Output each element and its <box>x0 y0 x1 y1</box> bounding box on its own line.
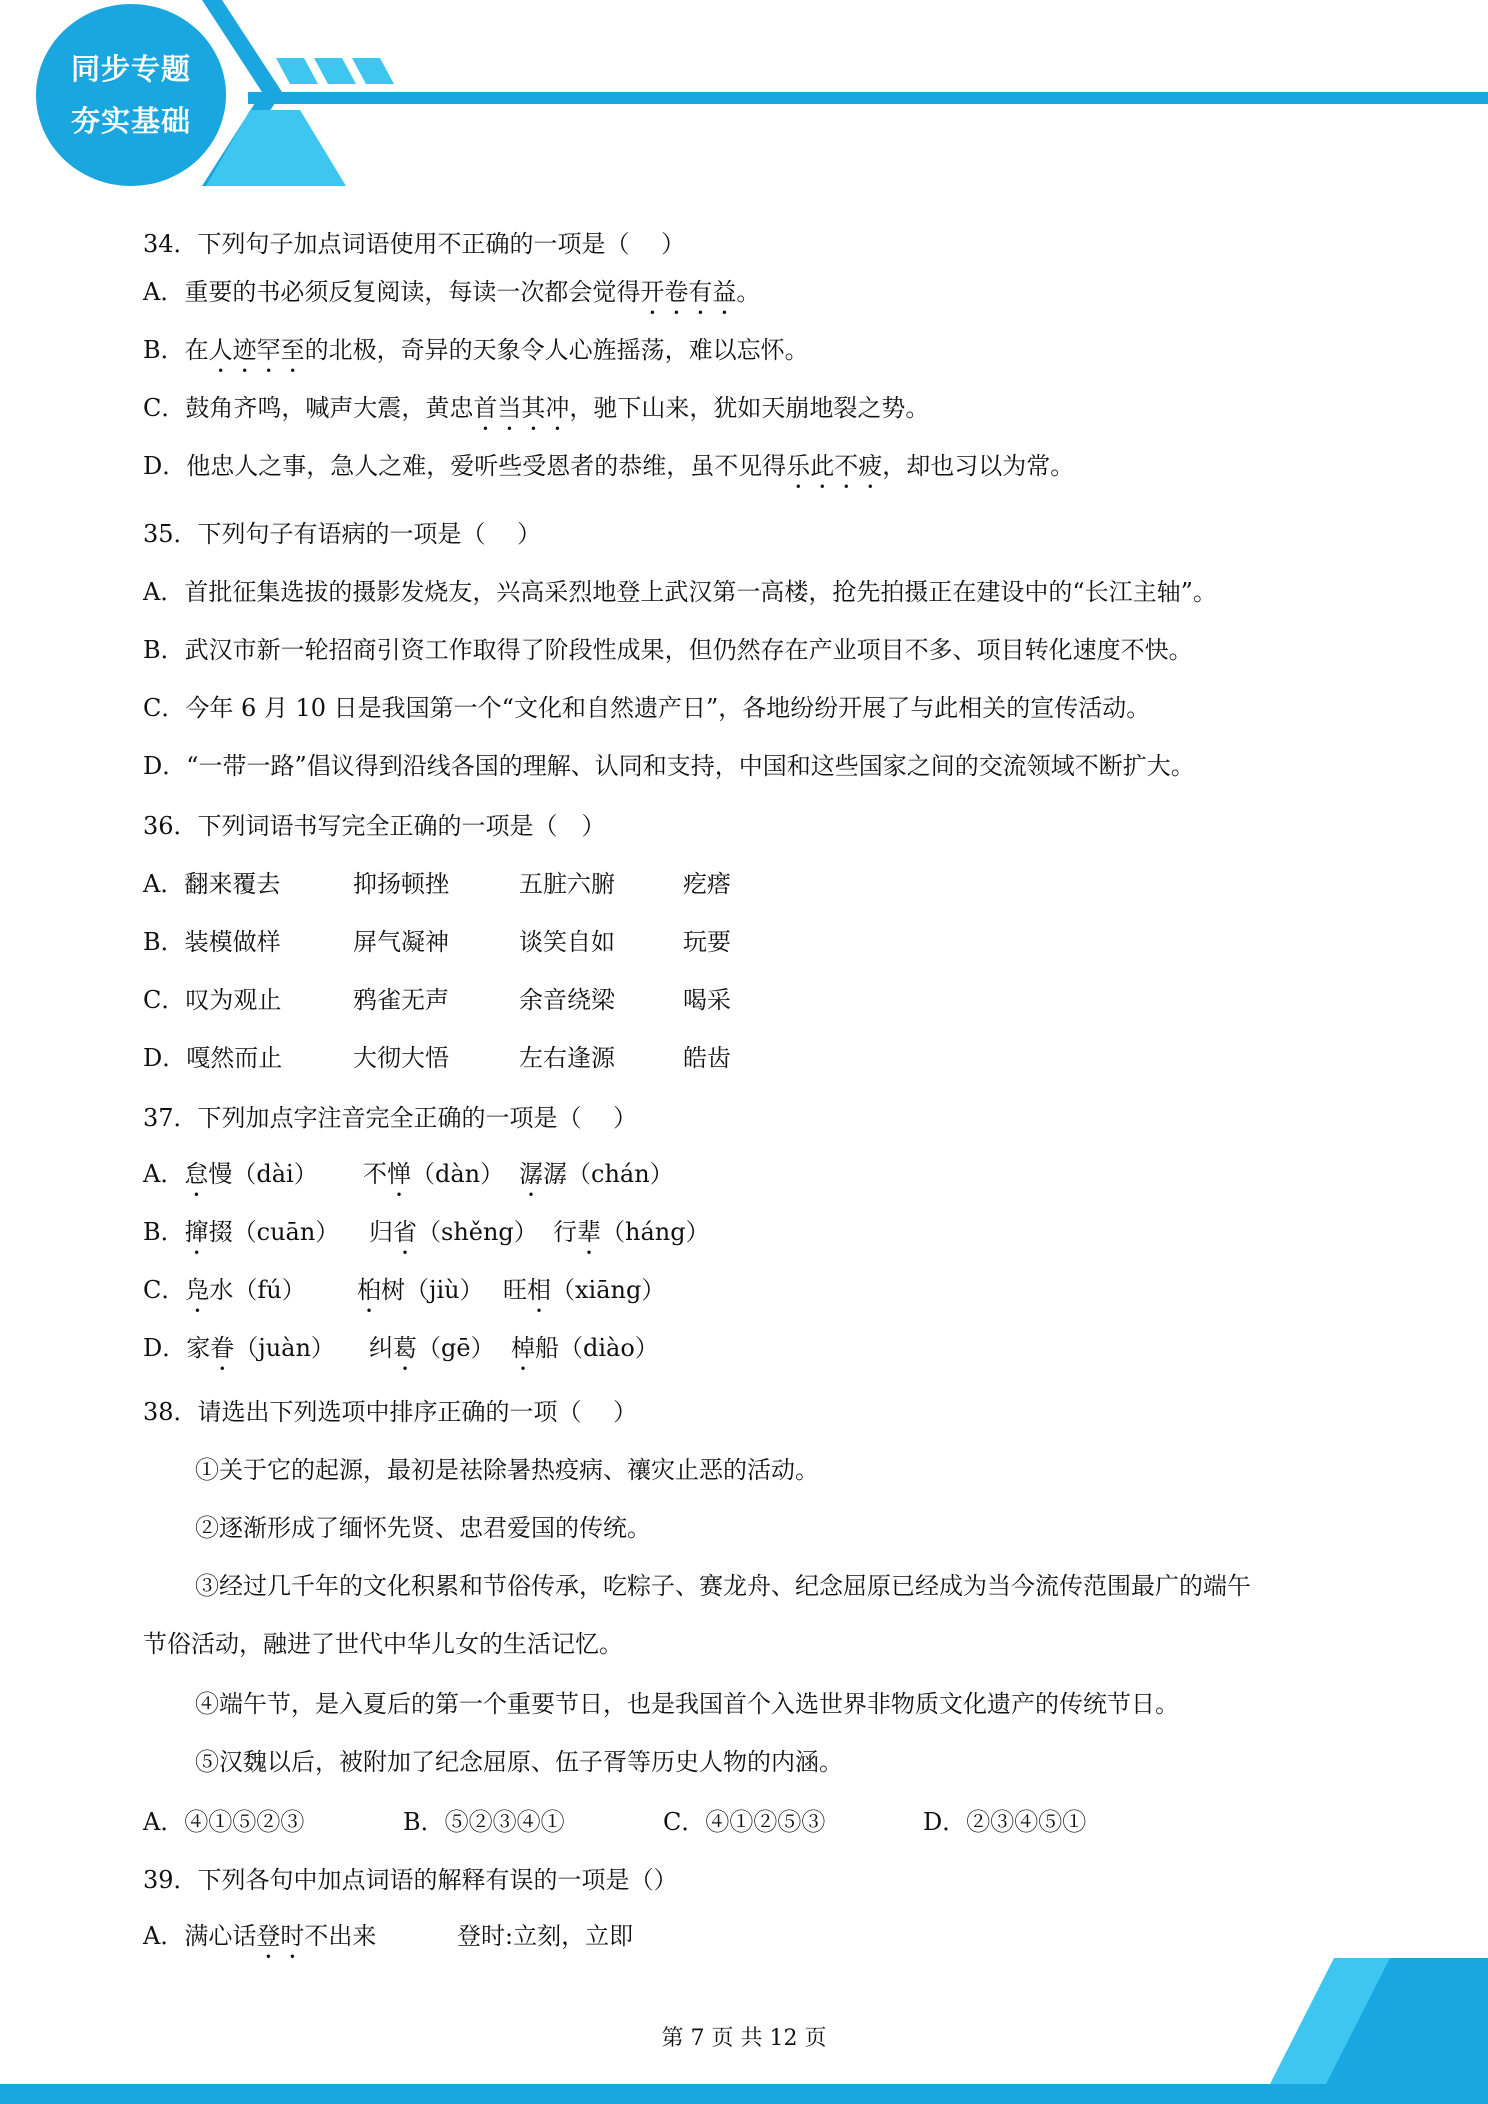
q34-option-b: B．在人迹罕至的北极，奇异的天象令人心旌摇荡，难以忘怀。 <box>143 336 809 364</box>
dotted-phrase: 登时 <box>256 1922 305 1950</box>
dotted-phrase: 乐此不疲 <box>786 452 883 480</box>
q35-option-c: C．今年 6 月 10 日是我国第一个“文化和自然遗产日”，各地纷纷开展了与此相关的宣传活动。 <box>143 694 1151 722</box>
q38-options <box>143 1806 1343 1838</box>
q38-option-d: D．②③④⑤① <box>923 1808 1087 1836</box>
q38-sentence-4: ④端午节，是入夏后的第一个重要节日，也是我国首个入选世界非物质文化遗产的传统节日。 <box>195 1690 1179 1718</box>
page-number: 第 7 页 共 12 页 <box>661 2026 827 2051</box>
q37-option-d: D．家眷（juàn） 纠葛（gē） 棹船（diào） <box>143 1334 659 1362</box>
dotted-phrase: 人迹罕至 <box>208 336 305 364</box>
q38-option-b: B．⑤②③④① <box>403 1808 565 1836</box>
dotted-phrase: 开卷有益 <box>640 278 737 306</box>
q38-sentence-3-cont: 节俗活动，融进了世代中华儿女的生活记忆。 <box>143 1630 623 1658</box>
q35-option-b: B．武汉市新一轮招商引资工作取得了阶段性成果，但仍然存在产业项目不多、项目转化速度不快。 <box>143 636 1193 664</box>
page-header <box>0 0 1488 200</box>
q36-stem: 36．下列词语书写完全正确的一项是（ ） <box>143 812 606 840</box>
q39-stem: 39．下列各句中加点词语的解释有误的一项是（） <box>143 1866 678 1894</box>
section-badge <box>36 4 226 186</box>
badge-line-1: 同步专题 <box>70 52 191 86</box>
q38-sentence-1: ①关于它的起源，最初是祛除暑热疫病、禳灾止恶的活动。 <box>195 1456 819 1484</box>
q34-option-a: A．重要的书必须反复阅读，每读一次都会觉得开卷有益。 <box>143 278 761 306</box>
q35-option-a: A．首批征集选拔的摄影发烧友，兴高采烈地登上武汉第一高楼，抢先拍摄正在建设中的“长江主轴”。 <box>143 578 1217 606</box>
q34-option-d: D．他忠人之事，急人之难，爱听些受恩者的恭维，虽不见得乐此不疲，却也习以为常。 <box>143 452 1075 480</box>
q36-option-b: B．装模做样 屏气凝神 谈笑自如 玩要 <box>143 928 731 956</box>
q37-stem: 37．下列加点字注音完全正确的一项是（ ） <box>143 1104 638 1132</box>
q38-sentence-2: ②逐渐形成了缅怀先贤、忠君爱国的传统。 <box>195 1514 651 1542</box>
q36-option-d: D．嘎然而止 大彻大悟 左右逢源 皓齿 <box>143 1044 731 1072</box>
q38-stem: 38．请选出下列选项中排序正确的一项（ ） <box>143 1398 638 1426</box>
q36-option-a: A．翻来覆去 抑扬顿挫 五脏六腑 疙瘩 <box>143 870 731 898</box>
q38-sentence-5: ⑤汉魏以后，被附加了纪念屈原、伍子胥等历史人物的内涵。 <box>195 1748 843 1776</box>
q39-option-a: A．满心话登时不出来 登时:立刻，立即 <box>143 1922 634 1950</box>
q34-stem: 34．下列句子加点词语使用不正确的一项是（ ） <box>143 230 686 258</box>
q35-stem: 35．下列句子有语病的一项是（ ） <box>143 520 542 548</box>
q35-option-d: D．“一带一路”倡议得到沿线各国的理解、认同和支持，中国和这些国家之间的交流领域不断扩大。 <box>143 752 1195 780</box>
dotted-phrase: 首当其冲 <box>473 394 570 422</box>
q38-sentence-3: ③经过几千年的文化积累和节俗传承，吃粽子、赛龙舟、纪念屈原已经成为当今流传范围最广的端午 <box>195 1572 1251 1600</box>
q38-option-a: A．④①⑤②③ <box>143 1808 305 1836</box>
q34-option-c: C．鼓角齐鸣，喊声大震，黄忠首当其冲，驰下山来，犹如天崩地裂之势。 <box>143 394 930 422</box>
q36-option-c: C．叹为观止 鸦雀无声 余音绕梁 喝采 <box>143 986 731 1014</box>
q38-option-c: C．④①②⑤③ <box>663 1808 826 1836</box>
badge-line-2: 夯实基础 <box>70 104 191 138</box>
q37-option-b: B．撺掇（cuān） 归省（shěng） 行辈（háng） <box>143 1218 710 1246</box>
q37-option-c: C．凫水（fú） 桕树（jiù） 旺相（xiāng） <box>143 1276 666 1304</box>
q37-option-a: A．怠慢（dài） 不惮（dàn） 潺潺（chán） <box>143 1160 674 1188</box>
